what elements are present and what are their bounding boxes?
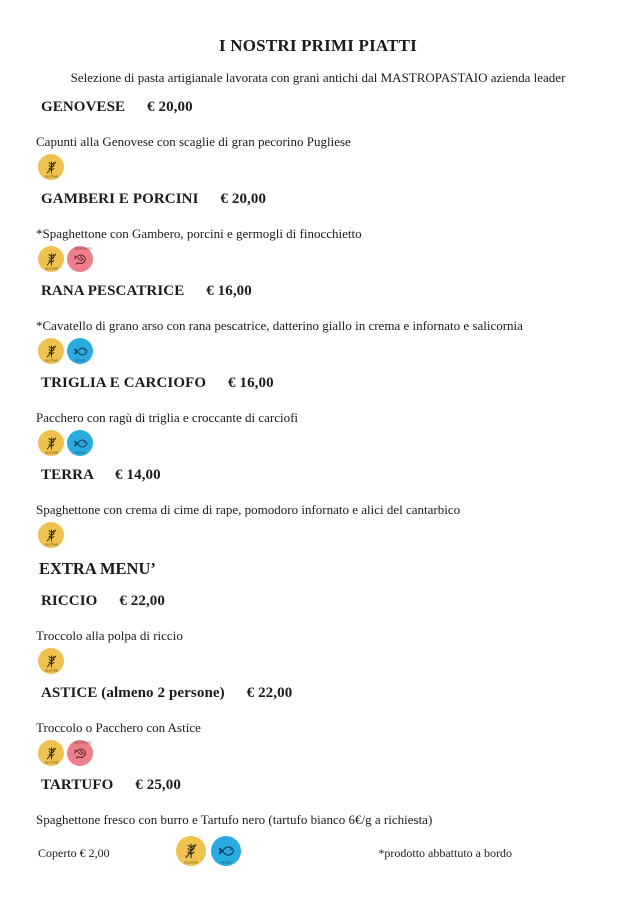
menu-item: [36, 467, 600, 548]
menu-item-name: RICCIO: [41, 593, 98, 609]
shrimp-icon: [67, 740, 93, 766]
menu-item-name: ASTICE (almeno 2 persone): [41, 685, 225, 701]
wheat-crossed-icon: [38, 430, 64, 456]
menu-item-name: TRIGLIA E CARCIOFO: [41, 375, 207, 391]
allergen-label: PESCE: [220, 861, 232, 865]
allergen-icons-row: [38, 522, 600, 548]
menu-item-description: *Cavatello di grano arso con rana pescatrice, datterino giallo in crema e infornato e salicornia: [36, 318, 523, 333]
menu-item-heading: [36, 467, 600, 484]
menu-item-heading: [36, 375, 600, 392]
wheat-crossed-icon: [38, 522, 64, 548]
menu-item: [36, 191, 600, 272]
allergen-label: GLUTINE: [184, 861, 198, 865]
menu-item-price: € 25,00: [135, 777, 181, 793]
menu-item-heading: [36, 685, 600, 702]
cover-charge-note: Coperto € 2,00: [38, 846, 110, 860]
allergen-label: CROSTACEI: [73, 247, 92, 251]
wheat-crossed-icon: [38, 154, 64, 180]
fish-icon: [67, 430, 93, 456]
menu-item-name: RANA PESCATRICE: [41, 283, 185, 299]
menu-item-price: € 16,00: [228, 375, 274, 391]
menu-item-price: € 22,00: [246, 685, 293, 701]
page-title: I NOSTRI PRIMI PIATTI: [219, 36, 417, 55]
wheat-crossed-icon: [38, 740, 64, 766]
menu-item-name: TERRA: [41, 467, 94, 483]
wheat-crossed-icon: [38, 246, 64, 272]
allergen-icons-row: [38, 430, 600, 456]
allergen-label: GLUTINE: [44, 761, 59, 765]
allergen-label: PESCE: [74, 359, 86, 363]
fish-icon: [67, 338, 93, 364]
allergen-label: CROSTACEI: [73, 741, 92, 745]
menu-item-name: GAMBERI E PORCINI: [41, 191, 199, 207]
allergen-label: GLUTINE: [44, 543, 59, 547]
allergen-icons-row: [38, 740, 600, 766]
allergen-label: GLUTINE: [44, 267, 59, 271]
allergen-label: GLUTINE: [44, 175, 59, 179]
wheat-crossed-icon: [38, 338, 64, 364]
allergen-icons-row: [38, 154, 600, 180]
menu-item: [36, 375, 600, 456]
menu-item: [36, 593, 600, 674]
allergen-label: GLUTINE: [44, 359, 59, 363]
shrimp-icon: [67, 246, 93, 272]
menu-item-heading: [36, 283, 600, 300]
menu-item-price: € 22,00: [119, 593, 166, 609]
allergen-label: PESCE: [74, 451, 86, 455]
menu-item: [36, 685, 600, 766]
menu-item-description: Spaghettone fresco con burro e Tartufo nero (tartufo bianco 6€/g a richiesta): [36, 812, 433, 827]
menu-item-heading: [36, 99, 600, 116]
menu-item-heading: [36, 777, 600, 794]
footer: [38, 846, 600, 861]
wheat-crossed-icon: [38, 648, 64, 674]
menu-item-heading: [36, 593, 600, 610]
menu-item-price: € 20,00: [220, 191, 267, 207]
menu-item-name: GENOVESE: [41, 99, 126, 115]
allergen-label: GLUTINE: [44, 451, 59, 455]
menu-item-heading: [36, 191, 600, 208]
menu-item-description: Spaghettone con crema di cime di rape, pomodoro infornato e alici del cantarbico: [36, 502, 461, 517]
menu-item-price: € 16,00: [206, 283, 252, 299]
menu-item: [36, 283, 600, 364]
allergen-icons-row: [38, 338, 600, 364]
menu-item-description: Pacchero con ragù di triglia e croccante di carciofi: [36, 410, 299, 425]
menu-item-price: € 20,00: [147, 99, 193, 115]
menu-list: [36, 99, 600, 866]
section-header: EXTRA MENU’: [39, 559, 156, 578]
page-subtitle: Selezione di pasta artigianale lavorata con grani antichi dal MASTROPASTAIO azienda leader: [70, 70, 566, 85]
allergen-label: GLUTINE: [44, 669, 59, 673]
allergen-icons-row: [38, 648, 600, 674]
frozen-product-note: *prodotto abbattuto a bordo: [378, 846, 512, 860]
menu-item-description: *Spaghettone con Gambero, porcini e germogli di finocchietto: [36, 226, 362, 241]
menu-item-name: TARTUFO: [41, 777, 114, 793]
menu-item-description: Troccolo o Pacchero con Astice: [36, 720, 201, 735]
menu-item: [36, 99, 600, 180]
menu-item-description: Capunti alla Genovese con scaglie di gran pecorino Pugliese: [36, 134, 351, 149]
menu-item-price: € 14,00: [115, 467, 161, 483]
allergen-icons-row: [38, 246, 600, 272]
menu-item-description: Troccolo alla polpa di riccio: [36, 628, 183, 643]
